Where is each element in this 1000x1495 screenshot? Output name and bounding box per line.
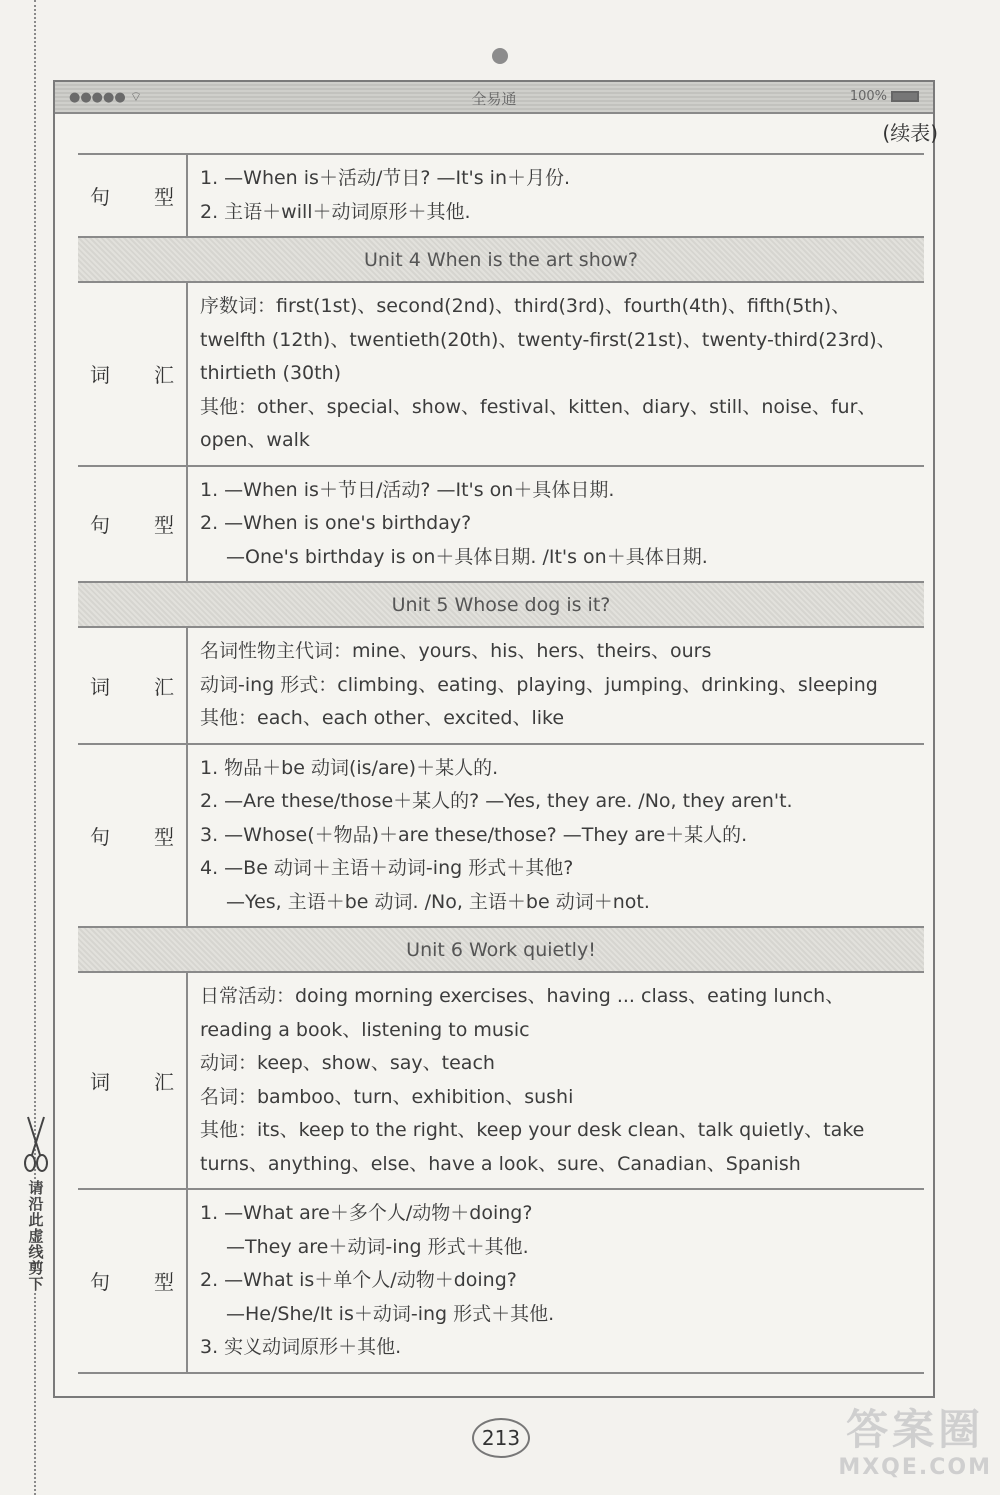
- list-item: 名词：bamboo、turn、exhibition、sushi: [200, 1085, 574, 1108]
- vocab-cell: [187, 972, 924, 1189]
- table-row: [78, 744, 924, 928]
- list-item: 1. —When is＋活动/节日? —It's in＋月份.: [200, 167, 571, 189]
- row-label-pattern: 句 型: [78, 154, 187, 237]
- list-item: 2. 主语＋will＋动词原形＋其他.: [200, 200, 471, 223]
- list-item: 4. —Be 动词＋主语＋动词-ing 形式＋其他?: [200, 857, 574, 879]
- unit-title: Unit 4 When is the art show?: [78, 237, 924, 282]
- row-label-vocab: 词 汇: [78, 282, 187, 466]
- app-title: 全易通: [471, 90, 517, 108]
- list-item: 其他：each、each other、excited、like: [200, 707, 565, 729]
- continued-label: (续表): [882, 121, 938, 145]
- list-item: 动词-ing 形式：climbing、eating、playing、jumping、drinking、sleeping: [200, 673, 878, 696]
- list-item: 2. —What is＋单个人/动物＋doing?: [200, 1269, 517, 1291]
- table-row: [78, 972, 924, 1189]
- table-row: [78, 1189, 924, 1373]
- list-item: 2. —Are these/those＋某人的? —Yes, they are. /No, they aren't.: [200, 790, 793, 812]
- list-item: —Yes, 主语＋be 动词. /No, 主语＋be 动词＋not.: [226, 890, 650, 913]
- list-item: 1. —What are＋多个人/动物＋doing?: [200, 1202, 533, 1224]
- watermark: [838, 1405, 992, 1481]
- list-item: 序数词：first(1st)、second(2nd)、third(3rd)、fourth(4th)、fifth(5th)、twelfth (12th)、twentieth(20th)、twenty-first(21st)、twenty-third(23rd)、thirtieth (30th): [200, 295, 896, 384]
- list-item: —They are＋动词-ing 形式＋其他.: [226, 1235, 529, 1258]
- list-item: 日常活动：doing morning exercises、having ... class、eating lunch、reading a book、listening to music: [200, 985, 845, 1041]
- unit-header: [78, 927, 924, 972]
- status-bar: [55, 82, 933, 114]
- battery-status: [850, 89, 919, 104]
- list-item: 3. —Whose(＋物品)＋are these/those? —They are＋某人的.: [200, 823, 748, 846]
- pattern-cell: [187, 744, 924, 928]
- row-label-pattern: 句 型: [78, 744, 187, 928]
- list-item: —One's birthday is on＋具体日期. /It's on＋具体日期.: [226, 545, 708, 568]
- pattern-cell: [187, 1189, 924, 1373]
- row-label-vocab: 词 汇: [78, 972, 187, 1189]
- unit-title: Unit 5 Whose dog is it?: [78, 582, 924, 627]
- row-label-pattern: 句 型: [78, 466, 187, 583]
- list-item: 2. —When is one's birthday?: [200, 512, 472, 534]
- signal-icon: ●●●●● ⌔: [69, 90, 143, 105]
- list-item: 名词性物主代词：mine、yours、his、hers、theirs、ours: [200, 640, 712, 662]
- camera-dot: [492, 48, 508, 64]
- watermark-url: MXQE.COM: [838, 1455, 992, 1480]
- list-item: 3. 实义动词原形＋其他.: [200, 1336, 402, 1358]
- unit-header: [78, 582, 924, 627]
- row-label-vocab: 词 汇: [78, 627, 187, 744]
- unit-header: [78, 237, 924, 282]
- list-item: 其他：other、special、show、festival、kitten、diary、still、noise、fur、open、walk: [200, 395, 877, 451]
- row-label-pattern: 句 型: [78, 1189, 187, 1373]
- table-row: [78, 466, 924, 583]
- vocab-cell: [187, 282, 924, 466]
- battery-label: 100%: [849, 89, 887, 104]
- pattern-cell: [187, 154, 924, 237]
- vocab-cell: [187, 627, 924, 744]
- watermark-title: 答案圈: [846, 1405, 985, 1454]
- unit-title: Unit 6 Work quietly!: [78, 927, 924, 972]
- page-number: 213: [472, 1418, 530, 1458]
- list-item: 动词：keep、show、say、teach: [200, 1052, 495, 1074]
- list-item: 1. —When is＋节日/活动? —It's on＋具体日期.: [200, 478, 615, 501]
- vocab-pattern-table: [78, 153, 924, 1374]
- list-item: 其他：its、keep to the right、keep your desk clean、talk quietly、take turns、anything、else、have a look、sure、Canadian、Spanish: [200, 1119, 865, 1175]
- table-row: [78, 282, 924, 466]
- table-row: [78, 154, 924, 237]
- cut-instruction: 请沿此虚线剪下: [25, 1180, 47, 1292]
- list-item: —He/She/It is＋动词-ing 形式＋其他.: [226, 1302, 555, 1325]
- list-item: 1. 物品＋be 动词(is/are)＋某人的.: [200, 756, 499, 779]
- pattern-cell: [187, 466, 924, 583]
- scissors-icon: [22, 1115, 50, 1175]
- table-row: [78, 627, 924, 744]
- battery-icon: [891, 91, 919, 102]
